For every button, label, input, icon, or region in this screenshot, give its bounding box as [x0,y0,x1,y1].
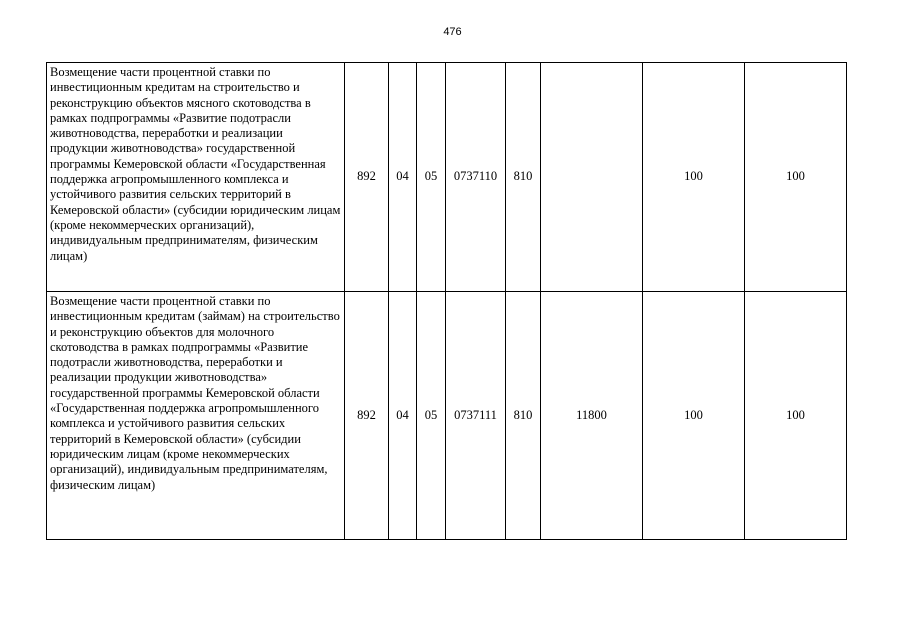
amount-2: 100 [643,292,745,540]
section-code: 04 [389,292,417,540]
amount-2: 100 [643,63,745,292]
amount-1 [541,63,643,292]
page-number: 476 [443,26,462,38]
target-article-code: 0737111 [446,292,506,540]
amount-3: 100 [745,63,847,292]
row-description: Возмещение части процентной ставки по инвестиционным кредитам (займам) на строительство и реконструкцию объектов для молочного скотоводства в рамках подпрограммы «Развитие подотрасли животноводства, переработки и реализации продукции животноводства» государственной программы Кемеровской области «Государственная поддержка агропромышленного комплекса и устойчивого развития сельских территорий в Кемеровской области» (субсидии юридическим лицам (кроме некоммерческих организаций), индивидуальным предпринимателям, физическим лицам) [47,292,345,540]
target-article-code: 0737110 [446,63,506,292]
subsection-code: 05 [417,63,446,292]
row-description: Возмещение части процентной ставки по инвестиционным кредитам на строительство и реконструкцию объектов мясного скотоводства в рамках подпрограммы «Развитие подотрасли животноводства, переработки и реализации продукции животноводства» государственной программы Кемеровской области «Государственная поддержка агропромышленного комплекса и устойчивого развития сельских территорий в Кемеровской области» (субсидии юридическим лицам (кроме некоммерческих организаций), индивидуальным предпринимателям, физическим лицам) [47,63,345,292]
expense-type-code: 810 [506,63,541,292]
ministry-code: 892 [345,63,389,292]
budget-table [46,62,847,540]
amount-1: 11800 [541,292,643,540]
section-code: 04 [389,63,417,292]
ministry-code: 892 [345,292,389,540]
table-row [47,292,847,540]
expense-type-code: 810 [506,292,541,540]
subsection-code: 05 [417,292,446,540]
amount-3: 100 [745,292,847,540]
table-row [47,63,847,292]
